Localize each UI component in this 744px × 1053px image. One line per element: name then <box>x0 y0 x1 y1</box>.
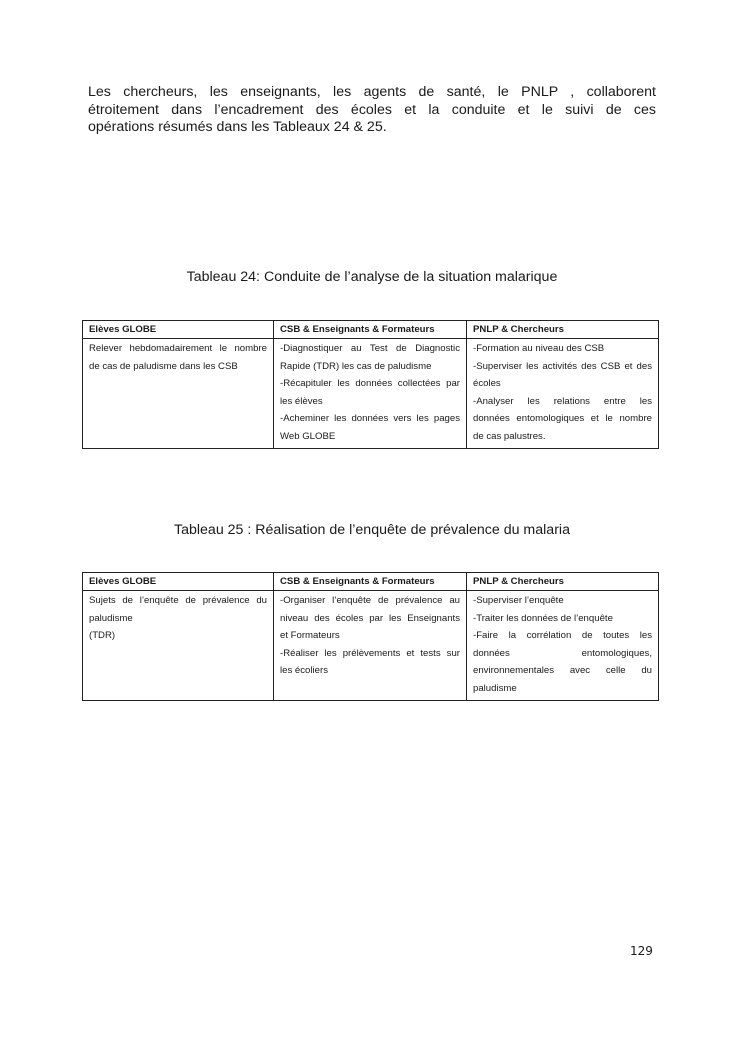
cell-line: les écoliers <box>280 665 328 676</box>
column-header: Elèves GLOBE <box>83 321 274 339</box>
cell-line: Sujets de l’enquête de prévalence du <box>89 595 267 606</box>
table-cell <box>274 591 467 701</box>
table-cell <box>274 339 467 449</box>
cell-line: Web GLOBE <box>280 430 336 442</box>
cell-line: Relever hebdomadairement le nombre <box>89 343 267 354</box>
cell-line: les élèves <box>280 395 323 407</box>
intro-paragraph <box>88 84 656 137</box>
column-header: Elèves GLOBE <box>83 573 274 591</box>
table-cell <box>467 591 659 701</box>
cell-line: -Organiser l’enquête de prévalence au <box>280 595 460 606</box>
intro-line: étroitement dans l’encadrement des écoles et la conduite et le suivi de ces <box>88 101 656 118</box>
cell-line: -Superviser les activités des CSB et des <box>473 360 652 372</box>
cell-line: paludisme <box>89 612 133 624</box>
cell-line: -Formation au niveau des CSB <box>473 343 605 354</box>
cell-line: données entomologiques, <box>473 647 652 659</box>
cell-line: paludisme <box>473 682 517 694</box>
cell-line: -Diagnostiquer au Test de Diagnostic <box>280 343 460 354</box>
cell-line: niveau des écoles par les Enseignants <box>280 612 460 624</box>
column-header: PNLP & Chercheurs <box>467 573 659 591</box>
table-24 <box>82 320 659 449</box>
cell-line: et Formateurs <box>280 630 340 641</box>
intro-line: Les chercheurs, les enseignants, les agents de santé, le PNLP , collaborent <box>88 84 656 100</box>
table-25 <box>82 572 659 701</box>
cell-line: (TDR) <box>89 630 116 641</box>
cell-line: de cas de paludisme dans les CSB <box>89 360 238 372</box>
table-cell <box>83 339 274 449</box>
table-cell <box>467 339 659 449</box>
table-header-row <box>83 321 659 339</box>
column-header: CSB & Enseignants & Formateurs <box>274 321 467 339</box>
table-row <box>83 339 659 449</box>
cell-line: -Récapituler les données collectées par <box>280 378 460 389</box>
cell-line: de cas palustres. <box>473 430 546 442</box>
cell-line: -Faire la corrélation de toutes les <box>473 630 652 641</box>
intro-line: opérations résumés dans les Tableaux 24 & 25. <box>88 119 387 135</box>
cell-line: Rapide (TDR) les cas de paludisme <box>280 360 432 372</box>
cell-line: -Réaliser les prélèvements et tests sur <box>280 647 460 659</box>
cell-line: environnementales avec celle du <box>473 665 652 676</box>
page-number: 129 <box>630 944 653 958</box>
cell-line: données entomologiques et le nombre <box>473 413 652 424</box>
table-24-caption: Tableau 24: Conduite de l’analyse de la situation malarique <box>186 269 558 285</box>
cell-line: -Analyser les relations entre les <box>473 395 652 407</box>
cell-line: -Acheminer les données vers les pages <box>280 413 460 424</box>
table-header-row <box>83 573 659 591</box>
table-cell <box>83 591 274 701</box>
cell-line: -Superviser l’enquête <box>473 595 564 606</box>
table-row <box>83 591 659 701</box>
cell-line: écoles <box>473 378 501 389</box>
column-header: PNLP & Chercheurs <box>467 321 659 339</box>
cell-line: -Traiter les données de l’enquête <box>473 612 613 624</box>
column-header: CSB & Enseignants & Formateurs <box>274 573 467 591</box>
table-25-caption: Tableau 25 : Réalisation de l’enquête de prévalence du malaria <box>174 522 570 538</box>
